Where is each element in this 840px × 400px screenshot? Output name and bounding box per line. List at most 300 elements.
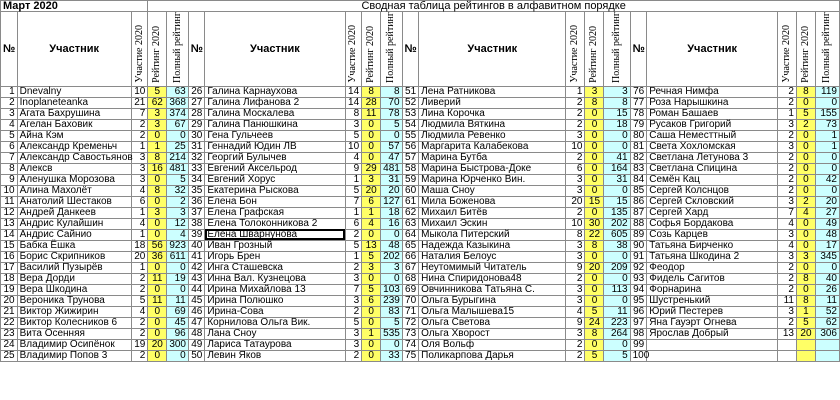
rating-cell[interactable]: 5 (796, 108, 815, 119)
participation-cell[interactable] (777, 350, 796, 361)
rating-cell[interactable]: 0 (796, 141, 815, 152)
participant-name[interactable]: Оля Вольф (419, 339, 566, 350)
participation-cell[interactable]: 3 (777, 119, 796, 130)
rating-cell[interactable]: 0 (796, 229, 815, 240)
rating-cell[interactable]: 0 (796, 240, 815, 251)
full-rating-cell[interactable]: 48 (381, 240, 402, 251)
rating-cell[interactable]: 0 (796, 97, 815, 108)
participation-cell[interactable]: 3 (566, 328, 585, 339)
row-number[interactable]: 54 (402, 119, 419, 130)
rating-cell[interactable]: 0 (362, 152, 381, 163)
rating-cell[interactable]: 22 (585, 229, 604, 240)
full-rating-cell[interactable]: 63 (167, 86, 188, 97)
participant-name[interactable]: Агелан Баховик (17, 119, 131, 130)
rating-cell[interactable]: 0 (585, 295, 604, 306)
rating-cell[interactable]: 0 (796, 185, 815, 196)
rating-cell[interactable]: 3 (362, 174, 381, 185)
participant-name[interactable]: Мыкола Питерский (419, 229, 566, 240)
rating-cell[interactable]: 1 (148, 141, 167, 152)
row-number[interactable]: 21 (1, 306, 18, 317)
participant-name[interactable]: Inoplaneteanka (17, 97, 131, 108)
participation-cell[interactable]: 2 (131, 350, 148, 361)
participation-cell[interactable]: 2 (566, 273, 585, 284)
row-number[interactable]: 8 (1, 163, 18, 174)
participation-cell[interactable]: 21 (131, 97, 148, 108)
row-number[interactable]: 40 (188, 240, 205, 251)
participant-name[interactable] (647, 350, 778, 361)
rating-cell[interactable]: 0 (585, 108, 604, 119)
rating-cell[interactable]: 8 (585, 240, 604, 251)
full-rating-cell[interactable]: 33 (381, 350, 402, 361)
rating-cell[interactable]: 20 (362, 185, 381, 196)
participant-name[interactable]: Ливерий (419, 97, 566, 108)
row-number[interactable]: 85 (630, 185, 647, 196)
participation-cell[interactable]: 3 (777, 196, 796, 207)
participation-cell[interactable]: 1 (777, 108, 796, 119)
row-number[interactable]: 83 (630, 163, 647, 174)
row-number[interactable]: 39 (188, 229, 205, 240)
row-number[interactable]: 16 (1, 251, 18, 262)
participation-cell[interactable]: 3 (566, 185, 585, 196)
rating-cell[interactable]: 8 (796, 86, 815, 97)
full-rating-cell[interactable]: 27 (815, 207, 839, 218)
participation-cell[interactable]: 11 (777, 295, 796, 306)
full-rating-cell[interactable]: 11 (815, 295, 839, 306)
table-caption[interactable]: Сводная таблица рейтингов в алфавитном порядке (148, 1, 840, 12)
full-rating-cell[interactable]: 0 (167, 284, 188, 295)
rating-cell[interactable]: 0 (362, 273, 381, 284)
participant-name[interactable]: Корнилова Ольга Вик. (205, 317, 345, 328)
participant-name[interactable]: Семён Кац (647, 174, 778, 185)
full-rating-cell[interactable]: 605 (604, 229, 630, 240)
header-rating[interactable] (796, 12, 815, 87)
participant-name[interactable]: Лана Сноу (205, 328, 345, 339)
participant-name[interactable]: Софья Бордакова (647, 218, 778, 229)
row-number[interactable]: 7 (1, 152, 18, 163)
participation-cell[interactable]: 14 (345, 97, 362, 108)
row-number[interactable]: 32 (188, 152, 205, 163)
participation-cell[interactable]: 2 (131, 273, 148, 284)
rating-cell[interactable]: 2 (796, 196, 815, 207)
participant-name[interactable]: Созь Карцев (647, 229, 778, 240)
header-no[interactable]: № (188, 12, 205, 87)
row-number[interactable]: 69 (402, 284, 419, 295)
participation-cell[interactable]: 2 (777, 97, 796, 108)
participation-cell[interactable]: 7 (345, 284, 362, 295)
rating-cell[interactable]: 0 (585, 185, 604, 196)
row-number[interactable]: 66 (402, 251, 419, 262)
header-rating[interactable] (585, 12, 604, 87)
participation-cell[interactable]: 2 (131, 130, 148, 141)
participation-cell[interactable]: 2 (777, 284, 796, 295)
rating-cell[interactable]: 0 (148, 350, 167, 361)
participant-name[interactable]: Сергей Хард (647, 207, 778, 218)
row-number[interactable]: 17 (1, 262, 18, 273)
full-rating-cell[interactable]: 2 (167, 196, 188, 207)
participation-cell[interactable]: 1 (131, 207, 148, 218)
participation-cell[interactable]: 3 (345, 119, 362, 130)
full-rating-cell[interactable]: 3 (167, 207, 188, 218)
participant-name[interactable]: Левин Яков (205, 350, 345, 361)
participant-name[interactable]: Аленушка Морозова (17, 174, 131, 185)
participation-cell[interactable]: 10 (566, 141, 585, 152)
rating-cell[interactable]: 11 (148, 295, 167, 306)
full-rating-cell[interactable]: 0 (381, 339, 402, 350)
row-number[interactable]: 99 (630, 339, 647, 350)
rating-cell[interactable]: 0 (585, 251, 604, 262)
participation-cell[interactable]: 6 (345, 218, 362, 229)
full-rating-cell[interactable]: 0 (815, 97, 839, 108)
participant-name[interactable]: Людмила Вяткина (419, 119, 566, 130)
row-number[interactable]: 72 (402, 317, 419, 328)
header-participation[interactable] (777, 12, 796, 87)
participant-name[interactable]: Роман Башаев (647, 108, 778, 119)
rating-cell[interactable]: 0 (585, 141, 604, 152)
rating-cell[interactable]: 8 (796, 273, 815, 284)
row-number[interactable]: 68 (402, 273, 419, 284)
participation-cell[interactable]: 4 (131, 218, 148, 229)
row-number[interactable]: 1 (1, 86, 18, 97)
participation-cell[interactable]: 3 (345, 339, 362, 350)
participant-name[interactable]: Света Хохломская (647, 141, 778, 152)
full-rating-cell[interactable]: 4 (167, 229, 188, 240)
full-rating-cell[interactable]: 20 (381, 185, 402, 196)
participant-name[interactable]: Ольга Бурыгина (419, 295, 566, 306)
row-number[interactable]: 5 (1, 130, 18, 141)
rating-cell[interactable]: 8 (148, 152, 167, 163)
full-rating-cell[interactable]: 0 (815, 262, 839, 273)
row-number[interactable]: 89 (630, 229, 647, 240)
row-number[interactable]: 65 (402, 240, 419, 251)
row-number[interactable]: 94 (630, 284, 647, 295)
row-number[interactable]: 22 (1, 317, 18, 328)
full-rating-cell[interactable]: 78 (381, 108, 402, 119)
rating-cell[interactable]: 2 (796, 119, 815, 130)
row-number[interactable]: 46 (188, 306, 205, 317)
full-rating-cell[interactable]: 40 (815, 273, 839, 284)
participation-cell[interactable]: 2 (777, 86, 796, 97)
participation-cell[interactable]: 2 (345, 306, 362, 317)
rating-cell[interactable]: 3 (148, 119, 167, 130)
full-rating-cell[interactable]: 135 (604, 207, 630, 218)
participant-name[interactable]: Виктор Колесников 6 (17, 317, 131, 328)
header-participant[interactable]: Участник (647, 12, 778, 87)
full-rating-cell[interactable]: 19 (167, 273, 188, 284)
rating-cell[interactable]: 5 (796, 317, 815, 328)
participant-name[interactable]: Яна Гауэрт Огнева (647, 317, 778, 328)
full-rating-cell[interactable]: 8 (381, 86, 402, 97)
full-rating-cell[interactable]: 5 (604, 350, 630, 361)
full-rating-cell[interactable]: 26 (815, 284, 839, 295)
full-rating-cell[interactable]: 62 (815, 317, 839, 328)
rating-cell[interactable]: 15 (585, 196, 604, 207)
full-rating-cell[interactable]: 0 (381, 229, 402, 240)
participation-cell[interactable]: 2 (345, 229, 362, 240)
participant-name[interactable]: Форнарина (647, 284, 778, 295)
rating-cell[interactable]: 1 (362, 328, 381, 339)
row-number[interactable]: 87 (630, 207, 647, 218)
participant-name[interactable]: Ирина Михайлова 13 (205, 284, 345, 295)
rating-cell[interactable]: 0 (362, 130, 381, 141)
rating-cell[interactable]: 0 (362, 317, 381, 328)
rating-cell[interactable]: 1 (362, 207, 381, 218)
rating-cell[interactable]: 0 (148, 317, 167, 328)
participant-name[interactable]: Овчинникова Татьяна С. (419, 284, 566, 295)
row-number[interactable]: 29 (188, 119, 205, 130)
rating-cell[interactable]: 6 (362, 196, 381, 207)
participation-cell[interactable]: 6 (566, 163, 585, 174)
participant-name[interactable]: Нина Спиридонова48 (419, 273, 566, 284)
full-rating-cell[interactable] (815, 339, 839, 350)
participation-cell[interactable]: 7 (345, 196, 362, 207)
full-rating-cell[interactable]: 214 (167, 152, 188, 163)
row-number[interactable]: 13 (1, 218, 18, 229)
row-number[interactable]: 19 (1, 284, 18, 295)
row-number[interactable]: 100 (630, 350, 647, 361)
header-participant[interactable]: Участник (205, 12, 345, 87)
row-number[interactable]: 84 (630, 174, 647, 185)
participation-cell[interactable]: 1 (566, 86, 585, 97)
row-number[interactable]: 59 (402, 174, 419, 185)
participant-name[interactable] (647, 339, 778, 350)
full-rating-cell[interactable]: 223 (604, 317, 630, 328)
full-rating-cell[interactable]: 32 (167, 185, 188, 196)
participant-name[interactable]: Агата Бахрушина (17, 108, 131, 119)
participation-cell[interactable]: 2 (566, 97, 585, 108)
participant-name[interactable]: Лена Ратникова (419, 86, 566, 97)
row-number[interactable]: 41 (188, 251, 205, 262)
full-rating-cell[interactable]: 374 (167, 108, 188, 119)
participant-name[interactable]: Поликарпова Дарья (419, 350, 566, 361)
row-number[interactable]: 80 (630, 130, 647, 141)
row-number[interactable]: 37 (188, 207, 205, 218)
row-number[interactable]: 92 (630, 262, 647, 273)
participant-name[interactable]: Владимир Попов 3 (17, 350, 131, 361)
participation-cell[interactable]: 2 (566, 119, 585, 130)
participation-cell[interactable]: 2 (777, 317, 796, 328)
full-rating-cell[interactable]: 0 (815, 185, 839, 196)
participant-name[interactable]: Георгий Булычев (205, 152, 345, 163)
rating-cell[interactable]: 3 (585, 86, 604, 97)
participation-cell[interactable]: 6 (131, 196, 148, 207)
participation-cell[interactable]: 5 (345, 130, 362, 141)
rating-cell[interactable]: 0 (796, 262, 815, 273)
rating-cell[interactable]: 0 (585, 207, 604, 218)
full-rating-cell[interactable]: 0 (604, 251, 630, 262)
row-number[interactable]: 95 (630, 295, 647, 306)
rating-cell[interactable]: 0 (362, 119, 381, 130)
row-number[interactable]: 88 (630, 218, 647, 229)
participation-cell[interactable]: 2 (131, 119, 148, 130)
participant-name[interactable]: Речная Нимфа (647, 86, 778, 97)
row-number[interactable]: 34 (188, 174, 205, 185)
participation-cell[interactable]: 3 (566, 240, 585, 251)
participation-cell[interactable]: 1 (131, 141, 148, 152)
header-rating[interactable] (148, 12, 167, 87)
full-rating-cell[interactable]: 0 (604, 295, 630, 306)
participant-name[interactable]: Мила Боженова (419, 196, 566, 207)
rating-cell[interactable]: 0 (148, 218, 167, 229)
full-rating-cell[interactable]: 96 (167, 328, 188, 339)
participant-name[interactable]: Вероника Трунова (17, 295, 131, 306)
full-rating-cell[interactable]: 0 (815, 163, 839, 174)
rating-cell[interactable]: 62 (148, 97, 167, 108)
participant-name[interactable]: Галина Москалева (205, 108, 345, 119)
header-participation[interactable] (566, 12, 585, 87)
participant-name[interactable]: Михаил Эскин (419, 218, 566, 229)
row-number[interactable]: 93 (630, 273, 647, 284)
row-number[interactable]: 43 (188, 273, 205, 284)
rating-cell[interactable]: 56 (148, 240, 167, 251)
participation-cell[interactable]: 2 (345, 262, 362, 273)
participant-name[interactable]: Ольга Светова (419, 317, 566, 328)
participant-name[interactable]: Михаил Битёв (419, 207, 566, 218)
participant-name[interactable]: Марина Быстрова-Доке (419, 163, 566, 174)
participant-name[interactable]: Маргарита Калабекова (419, 141, 566, 152)
row-number[interactable]: 27 (188, 97, 205, 108)
row-number[interactable]: 96 (630, 306, 647, 317)
rating-cell[interactable]: 0 (585, 273, 604, 284)
participation-cell[interactable]: 7 (777, 207, 796, 218)
participation-cell[interactable]: 18 (131, 240, 148, 251)
participation-cell[interactable]: 2 (777, 185, 796, 196)
full-rating-cell[interactable]: 16 (381, 218, 402, 229)
participation-cell[interactable]: 5 (345, 185, 362, 196)
participation-cell[interactable]: 2 (566, 207, 585, 218)
full-rating-cell[interactable]: 1 (815, 141, 839, 152)
participant-name[interactable]: Гена Гульчеев (205, 130, 345, 141)
participant-name[interactable]: Фидель Сагитов (647, 273, 778, 284)
row-number[interactable]: 47 (188, 317, 205, 328)
participant-name[interactable]: Геннадий Юдин ЛВ (205, 141, 345, 152)
full-rating-cell[interactable]: 481 (381, 163, 402, 174)
row-number[interactable]: 77 (630, 97, 647, 108)
full-rating-cell[interactable]: 0 (167, 262, 188, 273)
participation-cell[interactable]: 9 (345, 163, 362, 174)
full-rating-cell[interactable]: 155 (815, 108, 839, 119)
row-number[interactable]: 60 (402, 185, 419, 196)
participant-name[interactable]: Ольга Хворост (419, 328, 566, 339)
rating-cell[interactable]: 8 (585, 328, 604, 339)
full-rating-cell[interactable]: 202 (381, 251, 402, 262)
participant-name[interactable]: Анатолий Шестаков (17, 196, 131, 207)
participation-cell[interactable]: 2 (345, 350, 362, 361)
participant-name[interactable]: Татьяна Шкодина 2 (647, 251, 778, 262)
row-number[interactable]: 20 (1, 295, 18, 306)
participant-name[interactable]: Сергей Скловский (647, 196, 778, 207)
participation-cell[interactable]: 1 (345, 207, 362, 218)
full-rating-cell[interactable]: 31 (381, 174, 402, 185)
participant-name[interactable]: Ольга Малышева15 (419, 306, 566, 317)
participant-name[interactable]: Феодор (647, 262, 778, 273)
full-rating-cell[interactable]: 3 (381, 262, 402, 273)
rating-cell[interactable]: 0 (585, 284, 604, 295)
participation-cell[interactable]: 2 (131, 328, 148, 339)
participation-cell[interactable]: 3 (566, 174, 585, 185)
participation-cell[interactable]: 3 (777, 141, 796, 152)
participant-name[interactable]: Ирина Полюшко (205, 295, 345, 306)
row-number[interactable]: 38 (188, 218, 205, 229)
full-rating-cell[interactable]: 0 (604, 141, 630, 152)
participant-name[interactable]: Галина Лифанова 2 (205, 97, 345, 108)
rating-cell[interactable]: 8 (796, 295, 815, 306)
rating-cell[interactable]: 5 (362, 284, 381, 295)
full-rating-cell[interactable]: 11 (604, 306, 630, 317)
rating-cell[interactable]: 0 (362, 339, 381, 350)
row-number[interactable]: 56 (402, 141, 419, 152)
row-number[interactable]: 23 (1, 328, 18, 339)
participant-name[interactable]: Вера Дорди (17, 273, 131, 284)
row-number[interactable]: 57 (402, 152, 419, 163)
participation-cell[interactable]: 5 (345, 240, 362, 251)
full-rating-cell[interactable]: 48 (815, 229, 839, 240)
participant-name[interactable]: Людмила Ревенко (419, 130, 566, 141)
participant-name[interactable]: Марина Бутба (419, 152, 566, 163)
row-number[interactable]: 49 (188, 339, 205, 350)
participation-cell[interactable]: 2 (777, 174, 796, 185)
row-number[interactable]: 33 (188, 163, 205, 174)
rating-cell[interactable]: 0 (796, 218, 815, 229)
participant-name[interactable]: Надежда Казыкина (419, 240, 566, 251)
full-rating-cell[interactable]: 306 (815, 328, 839, 339)
participation-cell[interactable]: 8 (345, 108, 362, 119)
row-number[interactable]: 74 (402, 339, 419, 350)
participation-cell[interactable]: 9 (566, 262, 585, 273)
rating-cell[interactable]: 20 (796, 328, 815, 339)
rating-cell[interactable]: 0 (585, 163, 604, 174)
row-number[interactable]: 61 (402, 196, 419, 207)
rating-cell[interactable]: 0 (362, 141, 381, 152)
header-full-rating[interactable] (815, 12, 839, 87)
row-number[interactable]: 62 (402, 207, 419, 218)
participation-cell[interactable]: 3 (566, 295, 585, 306)
rating-cell[interactable]: 0 (796, 174, 815, 185)
rating-cell[interactable]: 0 (148, 174, 167, 185)
full-rating-cell[interactable]: 0 (604, 130, 630, 141)
rating-cell[interactable]: 0 (585, 119, 604, 130)
participation-cell[interactable]: 2 (566, 108, 585, 119)
participant-name[interactable]: Евгений Аксельрод (205, 163, 345, 174)
row-number[interactable]: 10 (1, 185, 18, 196)
participant-name[interactable]: Шустренький (647, 295, 778, 306)
full-rating-cell[interactable]: 20 (815, 196, 839, 207)
participant-name[interactable]: Бабка Ёшка (17, 240, 131, 251)
rating-cell[interactable]: 29 (362, 163, 381, 174)
row-number[interactable]: 78 (630, 108, 647, 119)
participation-cell[interactable]: 2 (777, 273, 796, 284)
full-rating-cell[interactable]: 368 (167, 97, 188, 108)
rating-cell[interactable]: 28 (362, 97, 381, 108)
participation-cell[interactable]: 3 (131, 174, 148, 185)
participation-cell[interactable]: 10 (131, 86, 148, 97)
rating-cell[interactable]: 0 (148, 328, 167, 339)
participation-cell[interactable]: 4 (566, 306, 585, 317)
selected-cell[interactable]: Елена Шварнунова (205, 229, 345, 240)
full-rating-cell[interactable]: 0 (167, 350, 188, 361)
participation-cell[interactable]: 4 (131, 306, 148, 317)
participant-name[interactable]: Евгений Хорус (205, 174, 345, 185)
header-participation[interactable] (131, 12, 148, 87)
header-full-rating[interactable] (604, 12, 630, 87)
row-number[interactable]: 82 (630, 152, 647, 163)
participant-name[interactable]: Андрис Сайнио (17, 229, 131, 240)
participant-name[interactable]: Елена Бон (205, 196, 345, 207)
row-number[interactable]: 26 (188, 86, 205, 97)
full-rating-cell[interactable]: 57 (381, 141, 402, 152)
participant-name[interactable]: Инга Сташевска (205, 262, 345, 273)
full-rating-cell[interactable]: 73 (815, 119, 839, 130)
participation-cell[interactable]: 1 (131, 262, 148, 273)
